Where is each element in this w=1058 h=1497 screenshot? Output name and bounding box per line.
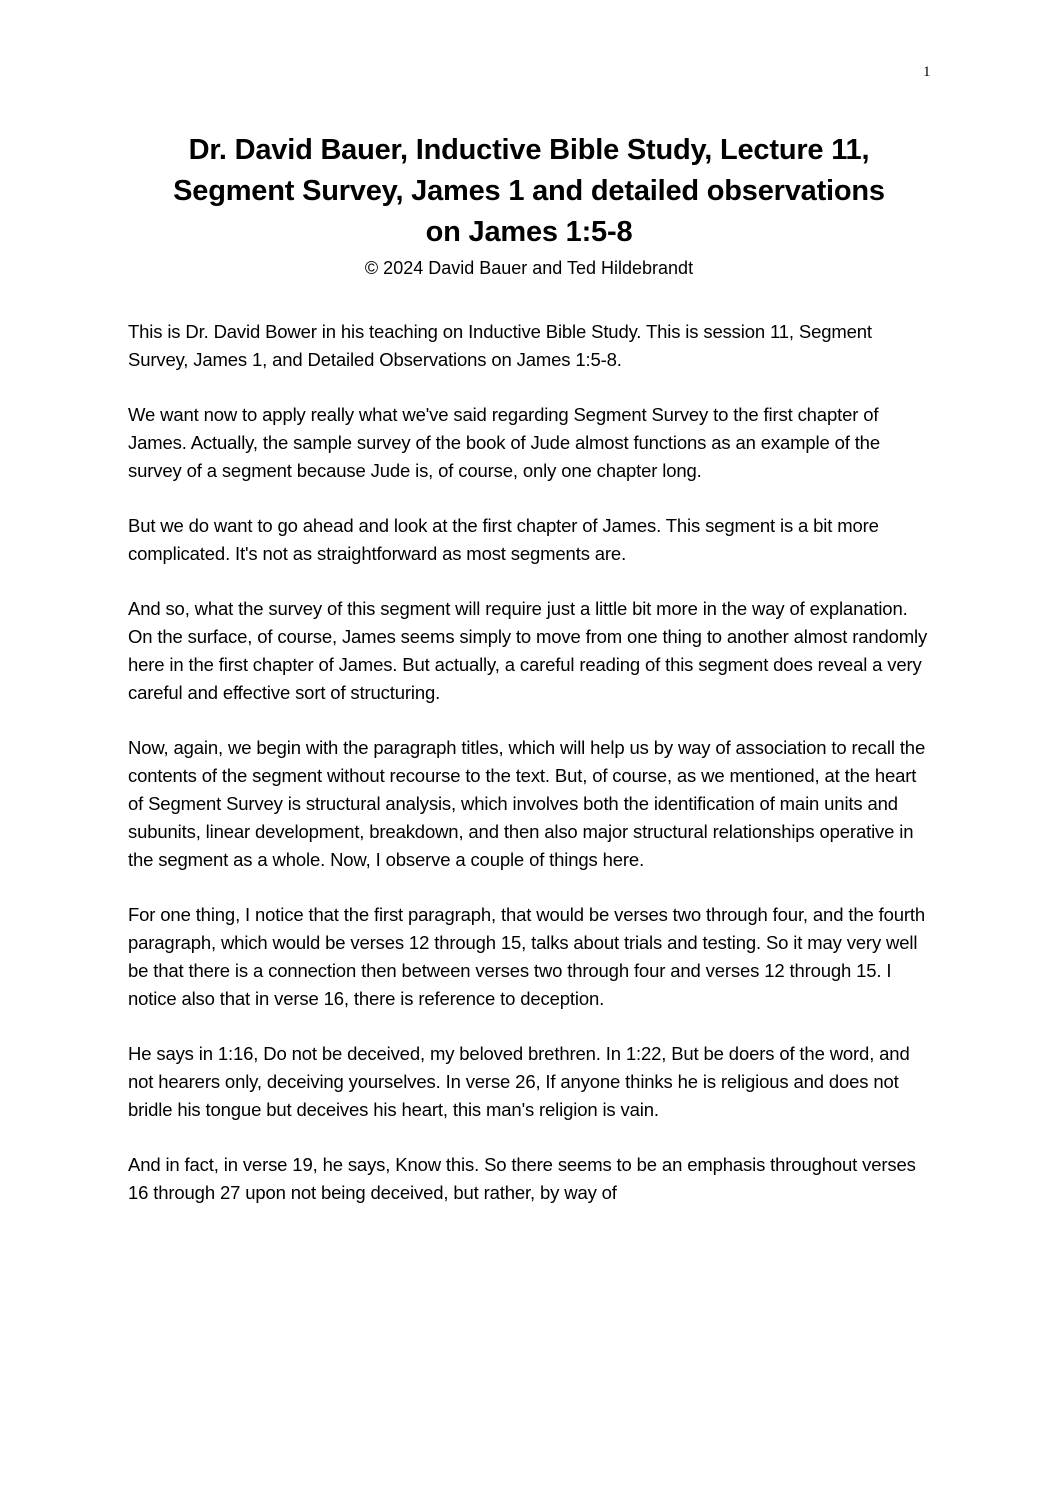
paragraph-4: And so, what the survey of this segment will require just a little bit more in the way of explanation. On the surface, of course, James seems simply to move from one thing to another almost randomly here in the first chapter of James. But actually, a careful reading of this segment does reveal a very careful and effective sort of structuring. bbox=[128, 598, 928, 703]
paragraph-3: But we do want to go ahead and look at the first chapter of James. This segment is a bit more complicated. It's not as straightforward as most segments are. bbox=[128, 515, 879, 564]
title-line-3: on James 1:5-8 bbox=[425, 216, 633, 248]
document-title bbox=[110, 130, 948, 253]
copyright-line: © 2024 David Bauer and Ted Hildebrandt bbox=[364, 258, 694, 278]
document-header bbox=[110, 130, 948, 280]
paragraph-6: For one thing, I notice that the first paragraph, that would be verses two through four, and the fourth paragraph, which would be verses 12 through 15, talks about trials and testing. So it may very well be that there is a connection then between verses two through four and verses 12 through 15. I notice also that in verse 16, there is reference to deception. bbox=[128, 904, 925, 1009]
title-line-1: Dr. David Bauer, Inductive Bible Study, Lecture 11, bbox=[188, 134, 870, 166]
paragraph-8: And in fact, in verse 19, he says, Know this. So there seems to be an emphasis throughout verses 16 through 27 upon not being deceived, but rather, by way of bbox=[128, 1154, 916, 1203]
paragraph-1: This is Dr. David Bower in his teaching on Inductive Bible Study. This is session 11, Segment Survey, James 1, and Detailed Observations on James 1:5-8. bbox=[128, 321, 872, 370]
paragraph-7: He says in 1:16, Do not be deceived, my beloved brethren. In 1:22, But be doers of the word, and not hearers only, deceiving yourselves. In verse 26, If anyone thinks he is religious and does not bridle his tongue but deceives his heart, this man's religion is vain. bbox=[128, 1043, 910, 1120]
paragraph-5: Now, again, we begin with the paragraph titles, which will help us by way of association to recall the contents of the segment without recourse to the text. But, of course, as we mentioned, at the heart of Segment Survey is structural analysis, which involves both the identification of main units and subunits, linear development, breakdown, and then also major structural relationships operative in the segment as a whole. Now, I observe a couple of things here. bbox=[128, 737, 926, 870]
paragraph-2: We want now to apply really what we've said regarding Segment Survey to the first chapter of James. Actually, the sample survey of the book of Jude almost functions as an example of the survey of a segment because Jude is, of course, only one chapter long. bbox=[128, 404, 880, 481]
title-line-2: Segment Survey, James 1 and detailed observations bbox=[173, 175, 885, 207]
document-body bbox=[128, 318, 928, 1234]
page-number: 1 bbox=[923, 64, 931, 80]
